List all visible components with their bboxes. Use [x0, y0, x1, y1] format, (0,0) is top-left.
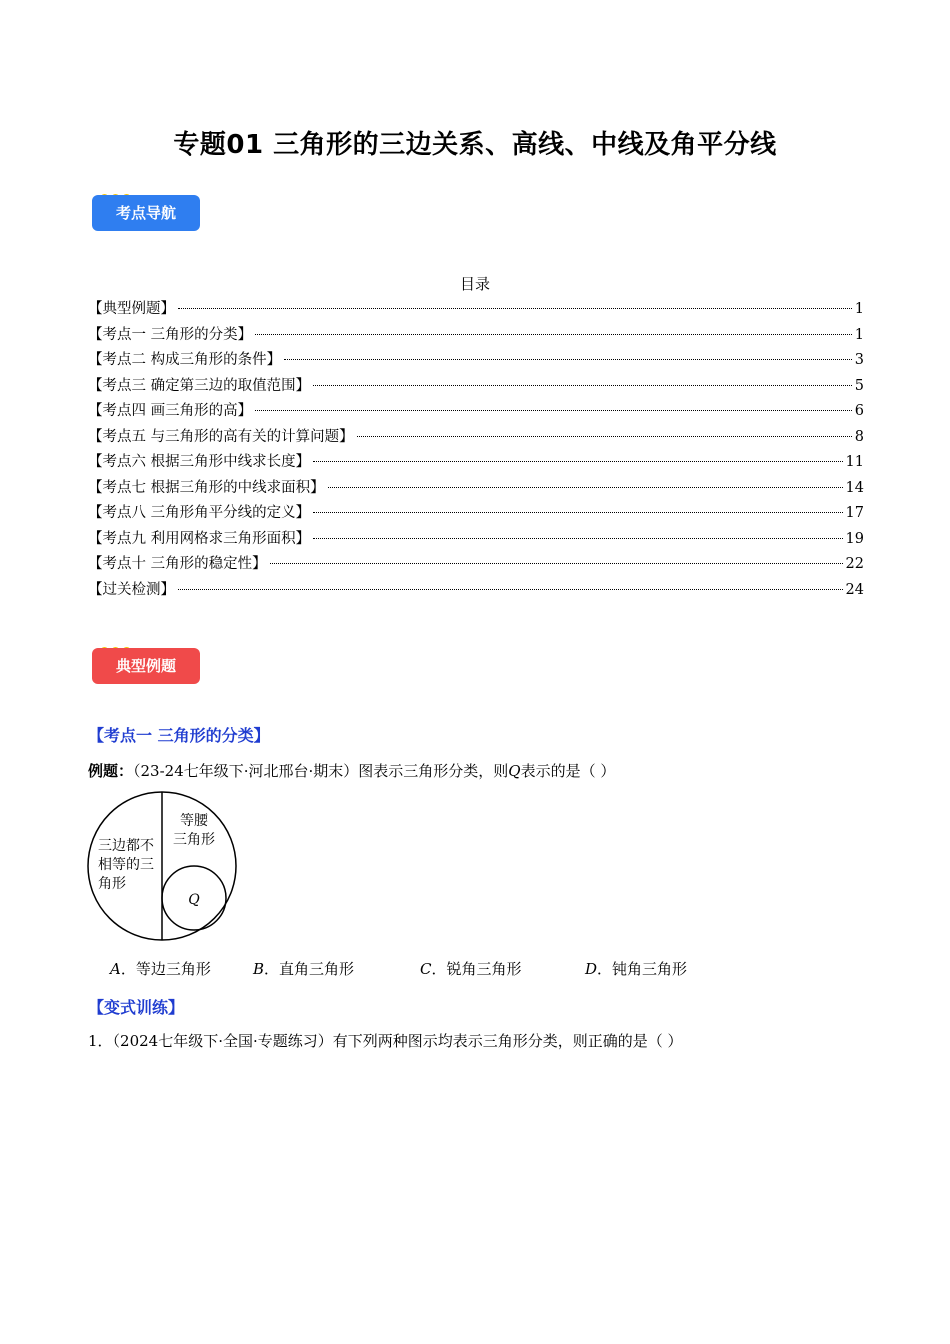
toc-row[interactable]	[88, 578, 864, 604]
toc-label: 【典型例题】	[88, 301, 175, 317]
toc-leader	[313, 461, 842, 462]
section-heading: 【考点一 三角形的分类】	[88, 726, 270, 745]
variant-question	[88, 1030, 683, 1051]
badge-exam-navigation: 考点导航	[92, 195, 200, 231]
toc-page: 19	[845, 530, 864, 547]
choice-text: 锐角三角形	[446, 960, 522, 978]
choice-d[interactable]: D．钝角三角形	[585, 960, 688, 978]
toc-label: 【考点一 三角形的分类】	[88, 326, 253, 343]
toc-label: 【考点八 三角形角平分线的定义】	[88, 505, 311, 521]
diagram-left-line-3: 角形	[98, 876, 126, 892]
toc-label: 【考点二 构成三角形的条件】	[88, 352, 282, 368]
toc-label: 【考点四 画三角形的高】	[88, 403, 253, 419]
choice-b[interactable]: B．直角三角形	[253, 960, 355, 978]
toc-leader	[255, 410, 852, 411]
example-lead: 例题：	[88, 762, 134, 780]
toc-page: 8	[854, 428, 864, 445]
example-variable: Q	[508, 762, 521, 780]
toc-label: 【过关检测】	[88, 581, 175, 598]
choice-text: 直角三角形	[279, 960, 355, 978]
toc-row[interactable]	[88, 425, 864, 451]
toc-row[interactable]	[88, 476, 864, 502]
diagram-inner-label: Q	[188, 892, 200, 908]
example-text: （23-24七年级下·河北邢台·期末）图表示三角形分类，则	[133, 762, 509, 780]
toc-page: 22	[845, 556, 864, 572]
toc-page: 11	[845, 454, 864, 470]
toc-row[interactable]	[88, 399, 864, 425]
toc-row[interactable]	[88, 501, 864, 527]
toc-label: 【考点六 根据三角形中线求长度】	[88, 454, 311, 470]
toc-page: 5	[854, 377, 864, 394]
toc-page: 24	[845, 581, 864, 598]
diagram-right-line-1: 等腰	[180, 813, 208, 829]
choice-text: 等边三角形	[135, 960, 211, 978]
toc-leader	[270, 563, 843, 564]
toc-leader	[313, 385, 852, 386]
choice-letter: B	[253, 960, 265, 978]
choice-text: 钝角三角形	[612, 960, 688, 978]
choice-letter: A	[110, 960, 121, 978]
toc-leader	[357, 436, 852, 437]
diagram-left-line-2: 相等的三	[98, 857, 154, 873]
toc-row[interactable]	[88, 348, 864, 374]
toc-row[interactable]	[88, 374, 864, 400]
toc-row[interactable]	[88, 450, 864, 476]
question-number: 1．	[88, 1032, 113, 1050]
toc-page: 1	[854, 301, 864, 317]
toc-page: 3	[854, 352, 864, 368]
toc-label: 【考点五 与三角形的高有关的计算问题】	[88, 428, 354, 445]
toc-row[interactable]	[88, 323, 864, 349]
question-text: （2024七年级下·全国·专题练习）有下列两种图示均表示三角形分类，则正确的是（ ）	[112, 1032, 683, 1050]
toc-page: 6	[854, 403, 864, 419]
toc-label: 【考点七 根据三角形的中线求面积】	[88, 479, 325, 496]
toc-leader	[178, 589, 843, 590]
toc-leader	[255, 334, 852, 335]
toc-row[interactable]	[88, 552, 864, 578]
toc-page: 1	[854, 326, 864, 343]
choice-c[interactable]: C．锐角三角形	[420, 960, 522, 978]
toc-label: 【考点十 三角形的稳定性】	[88, 556, 267, 572]
toc-page: 14	[845, 479, 864, 496]
badge-typical-examples: 典型例题	[92, 648, 200, 684]
choice-letter: D	[585, 960, 598, 978]
toc-row[interactable]	[88, 527, 864, 553]
toc-leader	[313, 538, 842, 539]
example-question	[88, 760, 615, 781]
choice-letter: C	[420, 960, 432, 978]
toc-leader	[328, 487, 843, 488]
page-title: 专题01 三角形的三边关系、高线、中线及角平分线	[173, 130, 777, 160]
example-tail: 表示的是（ ）	[520, 762, 616, 780]
toc-heading: 目录	[459, 275, 490, 293]
choice-a[interactable]: A．等边三角形	[110, 960, 211, 978]
toc-leader	[313, 512, 842, 513]
toc-leader	[284, 359, 852, 360]
toc-row[interactable]	[88, 297, 864, 323]
diagram-left-line-1: 三边都不	[98, 838, 154, 854]
triangle-classification-diagram	[84, 790, 244, 944]
diagram-right-line-2: 三角形	[173, 832, 215, 848]
toc-page: 17	[845, 505, 864, 521]
toc-label: 【考点三 确定第三边的取值范围】	[88, 377, 311, 394]
variant-heading: 【变式训练】	[88, 998, 185, 1017]
table-of-contents	[88, 297, 864, 603]
toc-leader	[178, 308, 852, 309]
toc-label: 【考点九 利用网格求三角形面积】	[88, 530, 311, 547]
